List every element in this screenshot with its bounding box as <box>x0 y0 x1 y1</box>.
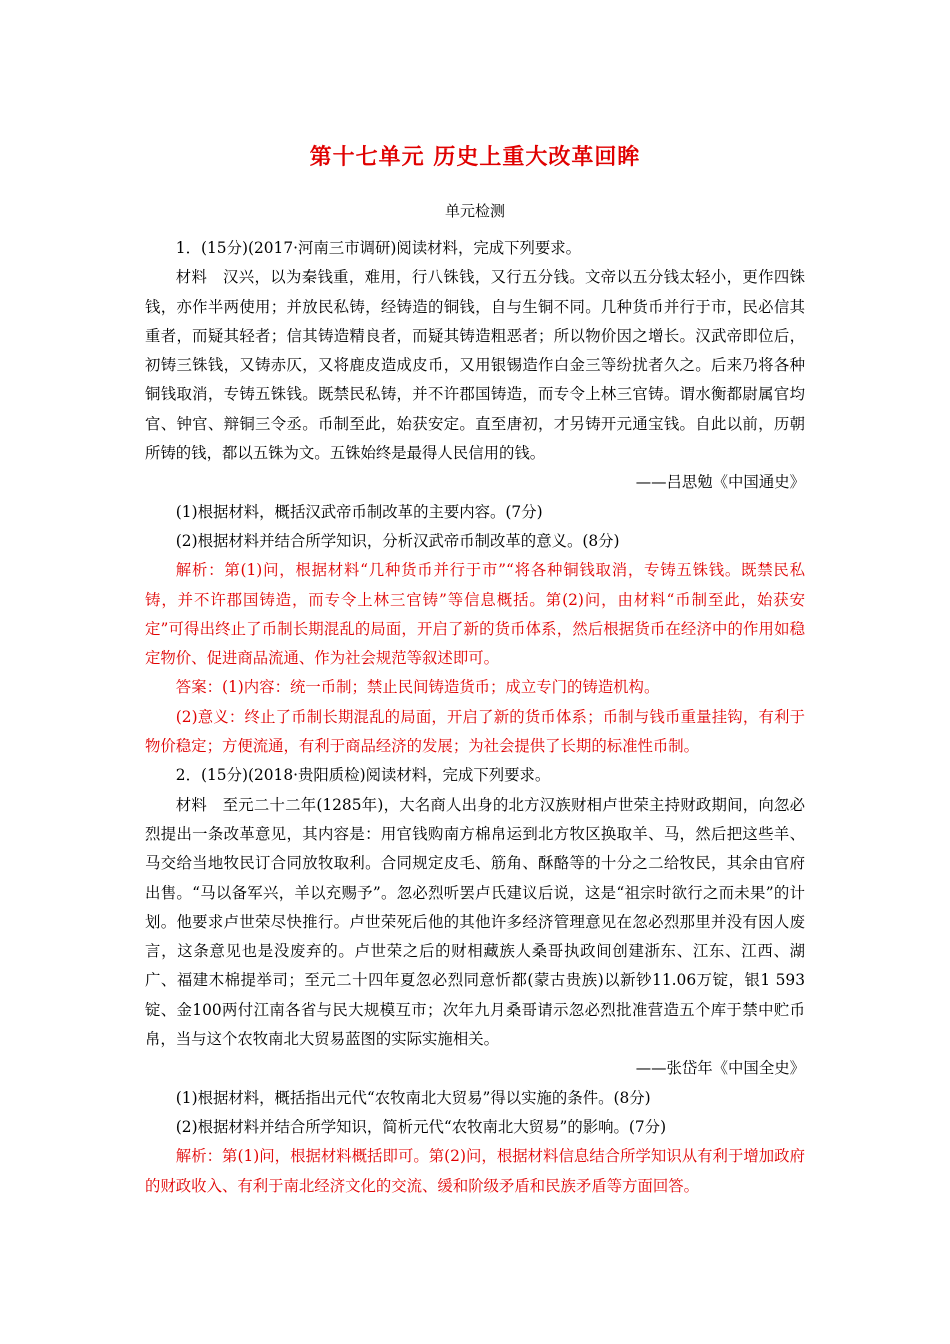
answer-text: (1)内容：统一币制；禁止民间铸造货币；成立专门的铸造机构。 <box>221 678 660 697</box>
page-title: 第十七单元 历史上重大改革回眸 <box>309 144 641 170</box>
q1-stem: 1．(15分)(2017·河南三市调研)阅读材料，完成下列要求。 <box>175 239 582 257</box>
analysis-label: 解析： <box>175 561 225 580</box>
q1-subquestion-1: (1)根据材料，概括汉武帝币制改革的主要内容。(7分) <box>175 502 543 521</box>
q2-subquestion-2: (2)根据材料并结合所学知识，简析元代“农牧南北大贸易”的影响。(7分) <box>175 1117 667 1136</box>
q1-source: ——吕思勉《中国通史》 <box>635 473 805 492</box>
page-subtitle: 单元检测 <box>444 202 505 220</box>
analysis-text: 第(1)问，根据材料“几种货币并行于市”“将各种铜钱取消，专铸五铢钱。既禁民私铸，并不许郡国铸造，而专令上林三官铸”等信息概括。第(2)问，由材料“币制至此，始获安定”可得出终止了币制长期混乱的局面，开启了新的货币体系，然后根据货币在经济中的作用如稳定物价、促进商品流通、作为社会规范等叙述即可。 <box>145 561 805 668</box>
answer-label: 答案： <box>175 678 222 697</box>
q2-subquestion-1: (1)根据材料，概括指出元代“农牧南北大贸易”得以实施的条件。(8分) <box>175 1088 651 1107</box>
q1-analysis <box>145 556 805 673</box>
q2-source: ——张岱年《中国全史》 <box>635 1059 805 1078</box>
q1-material: 材料 汉兴，以为秦钱重，难用，行八铢钱，又行五分钱。文帝以五分钱太轻小，更作四铢钱，亦作半两使用；并放民私铸，经铸造的铜钱，自与生铜不同。几种货币并行于市，民必信其重者，而疑其轻者；信其铸造精良者，而疑其铸造粗恶者；所以物价因之增长。汉武帝即位后，初铸三铢钱，又铸赤仄，又将鹿皮造成皮币，又用银锡造作白金三等纷扰者久之。后来乃将各种铜钱取消，专铸五铢钱。既禁民私铸，并不许郡国铸造，而专令上林三官铸。谓水衡都尉属官均官、钟官、辩铜三令丞。币制至此，始获安定。直至唐初，才另铸开元通宝钱。自此以前，历朝所铸的钱，都以五铢为文。五铢始终是最得人民信用的钱。 <box>145 268 805 463</box>
q1-subquestion-2: (2)根据材料并结合所学知识，分析汉武帝币制改革的意义。(8分) <box>175 531 620 550</box>
document-body <box>145 234 805 1201</box>
q1-answer-2: (2)意义：终止了币制长期混乱的局面，开启了新的货币体系；币制与钱币重量挂钩，有利于物价稳定；方便流通，有利于商品经济的发展；为社会提供了长期的标准性币制。 <box>145 707 805 756</box>
q2-analysis <box>145 1142 805 1201</box>
analysis-label: 解析： <box>175 1147 223 1166</box>
q2-stem: 2．(15分)(2018·贵阳质检)阅读材料，完成下列要求。 <box>175 766 551 785</box>
q1-answer-1 <box>145 673 805 702</box>
q2-material: 材料 至元二十二年(1285年)，大名商人出身的北方汉族财相卢世荣主持财政期间，向忽必烈提出一条改革意见，其内容是：用官钱购南方棉帛运到北方牧区换取羊、马，然后把这些羊、马交给当地牧民订合同放牧取利。合同规定皮毛、筋角、酥酪等的十分之二给牧民，其余由官府出售。“马以备军兴，羊以充赐予”。忽必烈听罢卢氏建议后说，这是“祖宗时欲行之而未果”的计划。他要求卢世荣尽快推行。卢世荣死后他的其他许多经济管理意见在忽必烈那里并没有因人废言，这条意见也是没废弃的。卢世荣之后的财相藏族人桑哥执政间创建浙东、江东、江西、湖广、福建木棉提举司；至元二十四年夏忽必烈同意忻都(蒙古贵族)以新钞11.06万锭，银1 593锭、金100两付江南各省与民大规模互市；次年九月桑哥请示忽必烈批准营造五个库于禁中贮币帛，当与这个农牧南北大贸易蓝图的实际实施相关。 <box>145 795 805 1049</box>
analysis-text: 第(1)问，根据材料概括即可。第(2)问，根据材料信息结合所学知识从有利于增加政府的财政收入、有利于南北经济文化的交流、缓和阶级矛盾和民族矛盾等方面回答。 <box>145 1147 805 1195</box>
